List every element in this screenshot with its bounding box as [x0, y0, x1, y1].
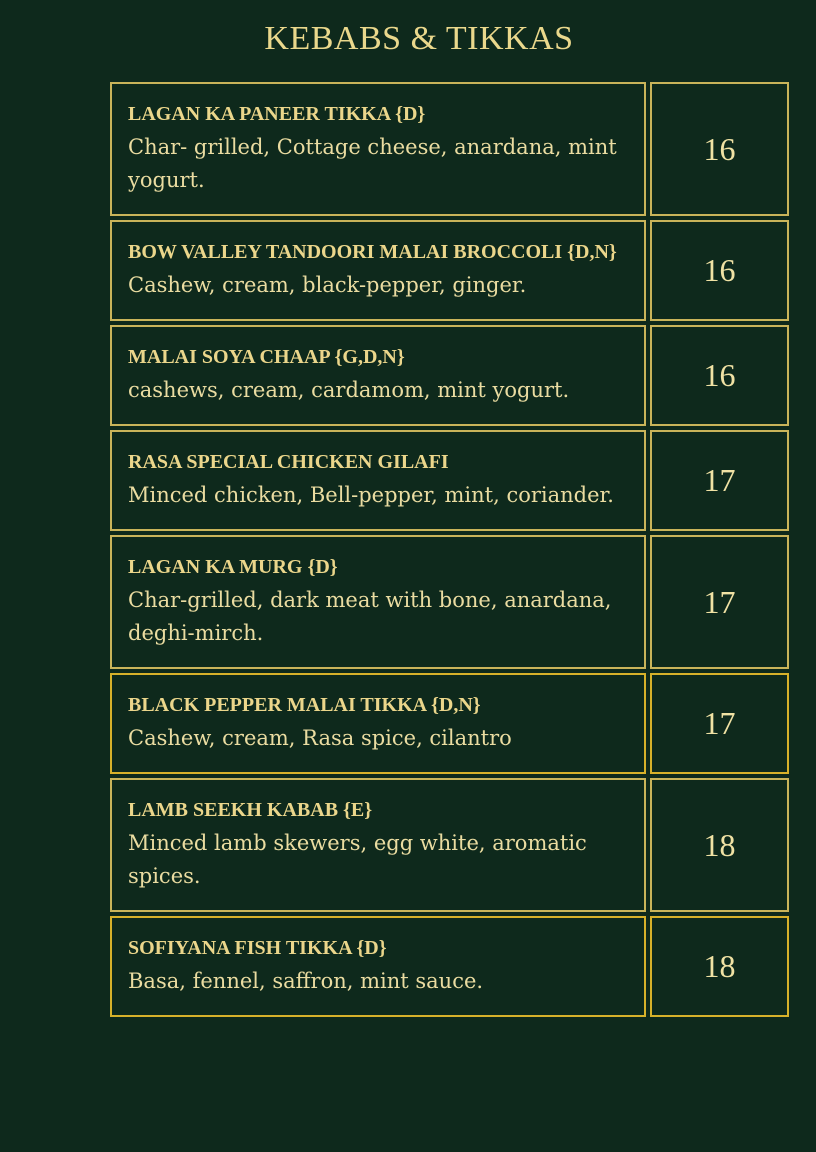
menu-item-price: 16: [650, 325, 789, 426]
menu-item-name: LAMB SEEKH KABAB {E}: [128, 799, 373, 821]
menu-item-description: Char-grilled, dark meat with bone, anardana, deghi-mirch.: [128, 588, 612, 645]
menu-item-price: 18: [650, 916, 789, 1017]
menu-item-description-cell: [110, 325, 646, 426]
menu-item-row: [110, 82, 789, 216]
menu-item-description-cell: [110, 673, 646, 774]
menu-item-description-cell: [110, 220, 646, 321]
menu-item-description: Minced chicken, Bell-pepper, mint, coriander.: [128, 483, 614, 507]
menu-item-row: [110, 673, 789, 774]
menu-item-price: 17: [650, 535, 789, 669]
menu-item-description: cashews, cream, cardamom, mint yogurt.: [128, 378, 570, 402]
menu-item-price: 17: [650, 430, 789, 531]
menu-item-description: Basa, fennel, saffron, mint sauce.: [128, 969, 484, 993]
menu-item-price: 16: [650, 220, 789, 321]
menu-item-row: [110, 778, 789, 912]
menu-item-description-cell: [110, 430, 646, 531]
menu-item-row: [110, 535, 789, 669]
menu-item-description-cell: [110, 778, 646, 912]
menu-table: [110, 82, 789, 1021]
menu-item-price: 17: [650, 673, 789, 774]
menu-item-price: 16: [650, 82, 789, 216]
menu-item-name: MALAI SOYA CHAAP {G,D,N}: [128, 346, 405, 368]
menu-item-name: LAGAN KA MURG {D}: [128, 556, 338, 578]
menu-item-row: [110, 220, 789, 321]
menu-item-description: Minced lamb skewers, egg white, aromatic spices.: [128, 831, 587, 888]
menu-item-description: Cashew, cream, Rasa spice, cilantro: [128, 726, 512, 750]
menu-item-description: Cashew, cream, black-pepper, ginger.: [128, 273, 527, 297]
menu-item-row: [110, 325, 789, 426]
menu-item-name: RASA SPECIAL CHICKEN GILAFI: [128, 451, 449, 473]
menu-item-description-cell: [110, 916, 646, 1017]
menu-item-name: SOFIYANA FISH TIKKA {D}: [128, 937, 387, 959]
menu-item-row: [110, 430, 789, 531]
menu-item-name: LAGAN KA PANEER TIKKA {D}: [128, 103, 426, 125]
menu-item-description: Char- grilled, Cottage cheese, anardana, mint yogurt.: [128, 135, 617, 192]
menu-item-name: BLACK PEPPER MALAI TIKKA {D,N}: [128, 694, 481, 716]
menu-item-description-cell: [110, 82, 646, 216]
menu-item-price: 18: [650, 778, 789, 912]
menu-item-description-cell: [110, 535, 646, 669]
menu-item-name: BOW VALLEY TANDOORI MALAI BROCCOLI {D,N}: [128, 241, 617, 263]
menu-item-row: [110, 916, 789, 1017]
page-title: KEBABS & TIKKAS: [264, 20, 574, 57]
